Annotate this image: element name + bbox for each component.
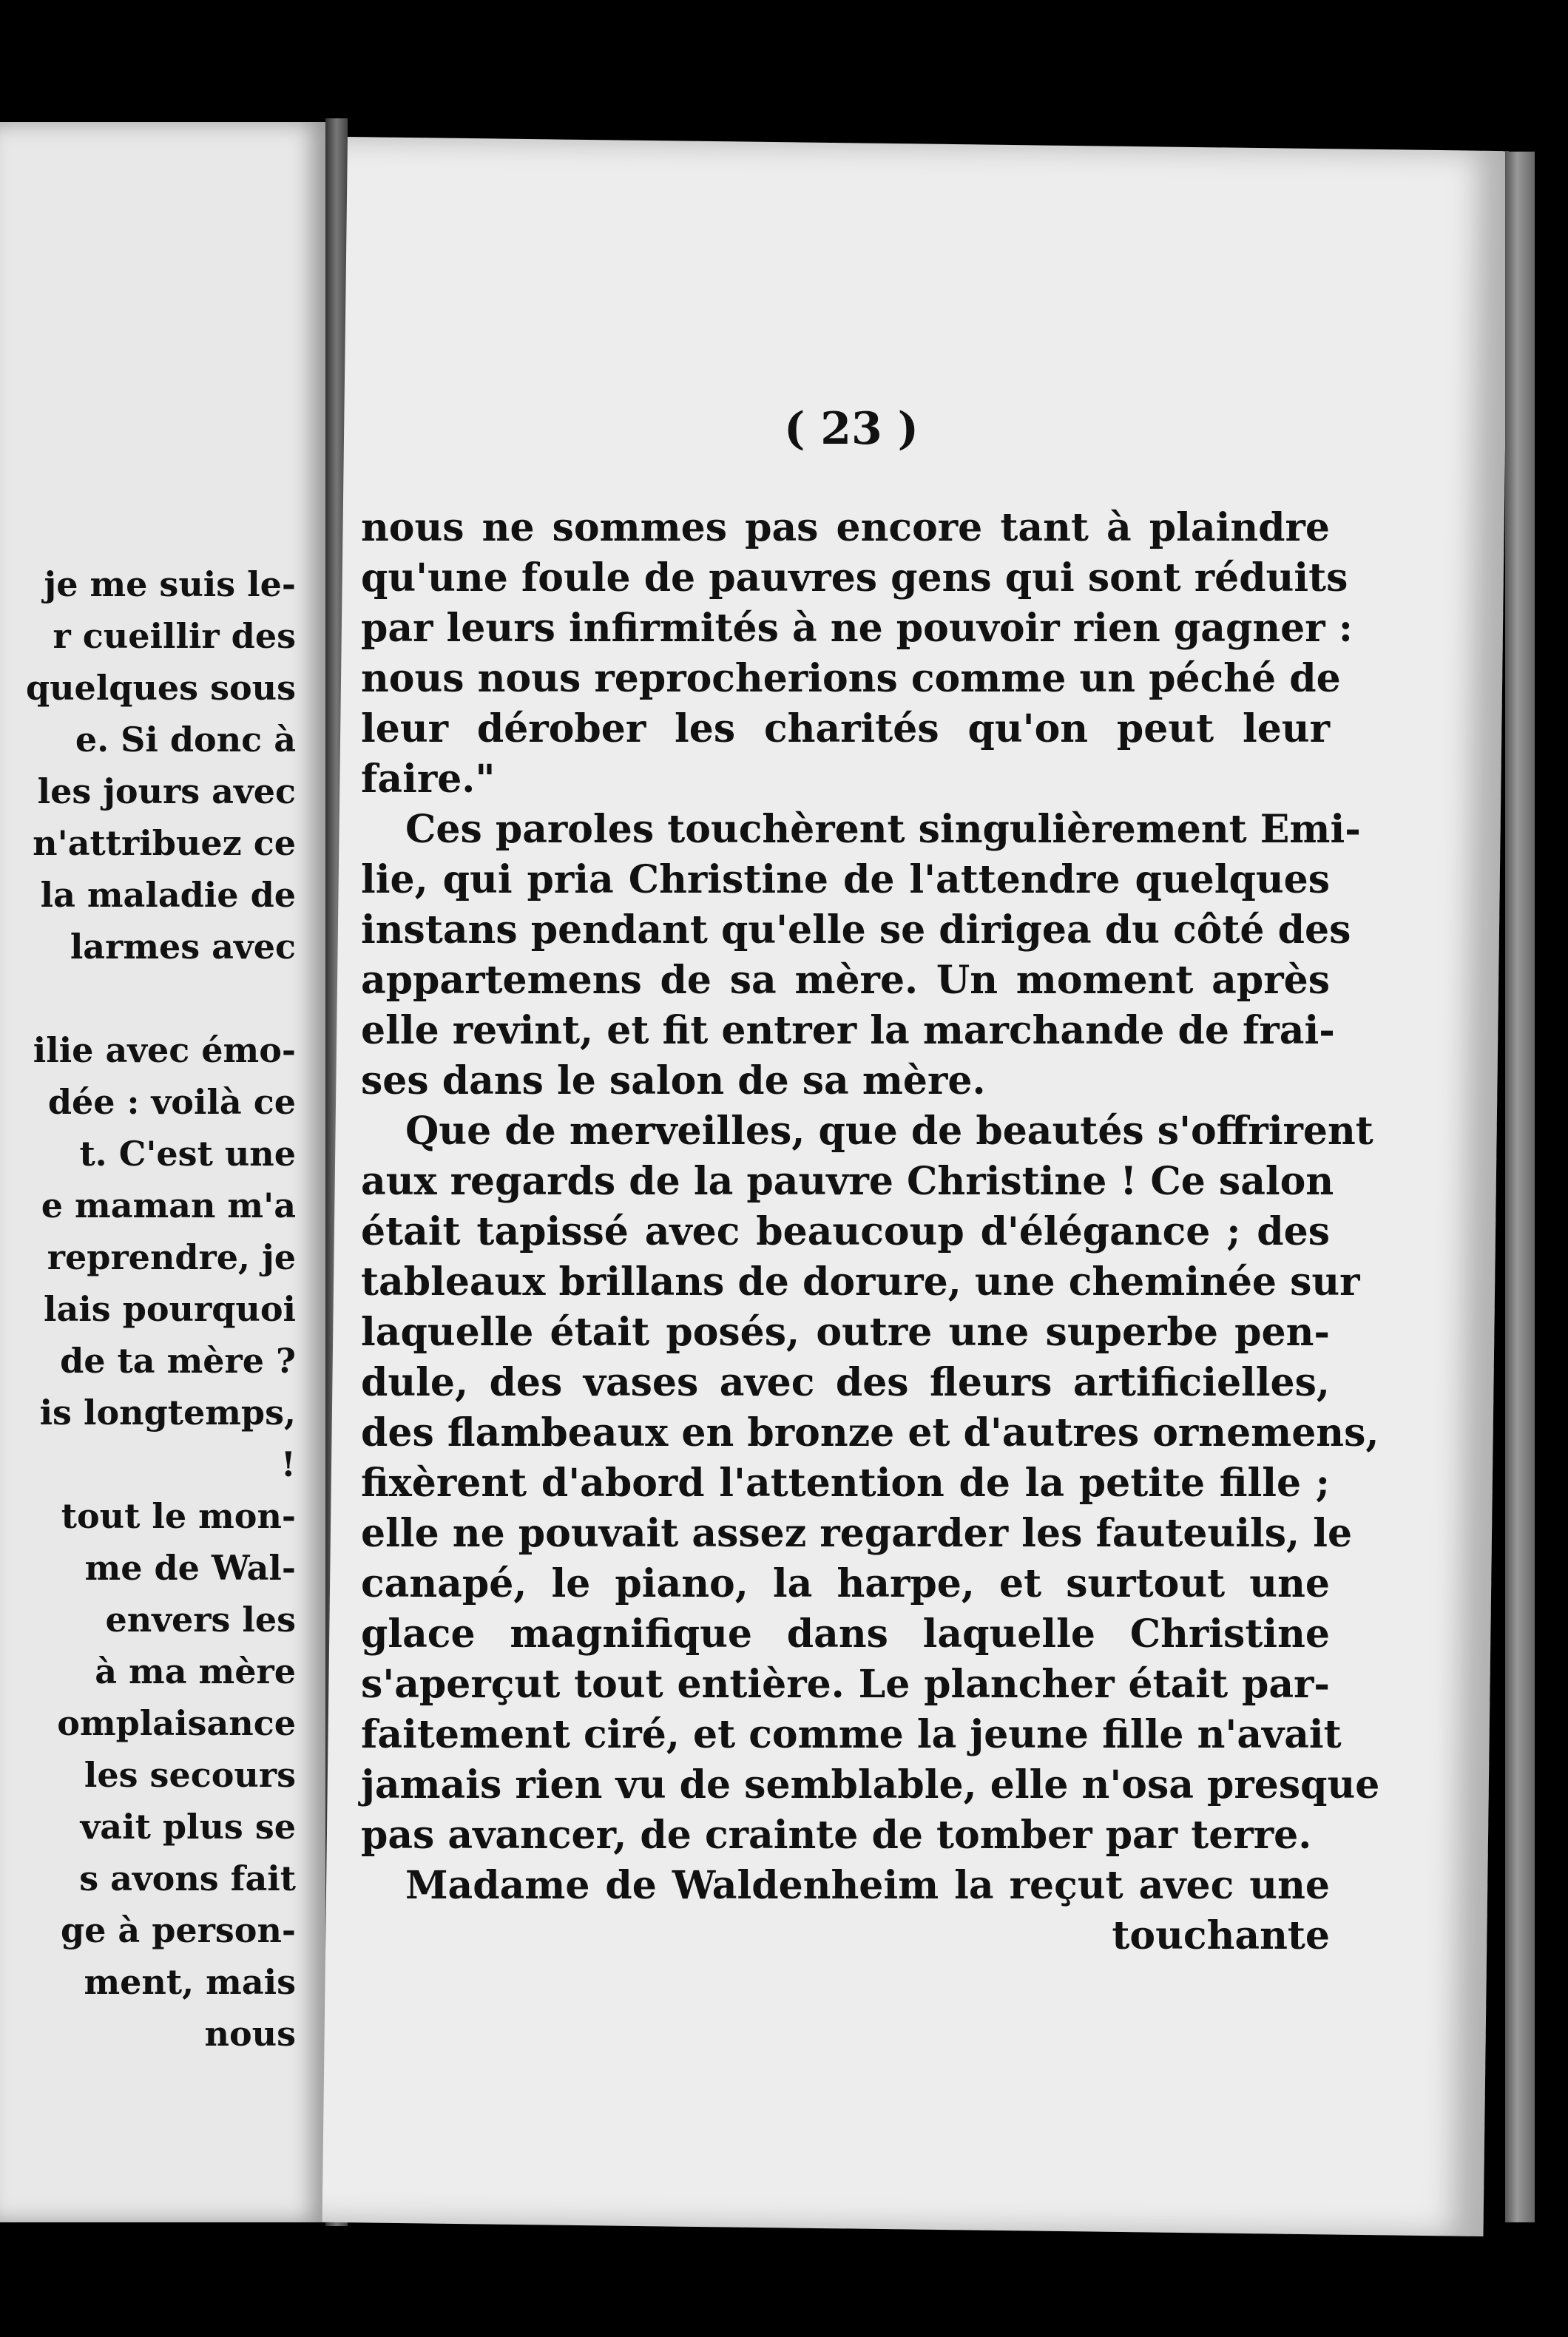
text-line: Ces paroles touchèrent singulièrement Emi- bbox=[405, 807, 1361, 852]
text-line: ses dans le salon de sa mère. bbox=[361, 1058, 986, 1103]
text-line: glace magnifique dans laquelle Christine bbox=[361, 1611, 1330, 1657]
left-text-line: dée : voilà ce bbox=[47, 1082, 296, 1122]
left-text-line: lais pourquoi bbox=[44, 1289, 296, 1329]
left-text-line: ilie avec émo- bbox=[33, 1030, 296, 1070]
text-line: jamais rien vu de semblable, elle n'osa presque bbox=[361, 1762, 1380, 1807]
left-text-line: de ta mère ? bbox=[60, 1341, 296, 1381]
left-page-text bbox=[0, 558, 296, 2060]
left-text-line: ment, mais bbox=[84, 1962, 296, 2002]
left-text-line: tout le mon- bbox=[61, 1496, 296, 1536]
text-line: lie, qui pria Christine de l'attendre quelques bbox=[361, 857, 1330, 902]
text-line: aux regards de la pauvre Christine ! Ce salon bbox=[361, 1159, 1334, 1204]
left-text-line: nous bbox=[204, 2014, 296, 2054]
left-text-line: la maladie de bbox=[40, 875, 296, 915]
left-text-line: n'attribuez ce bbox=[33, 823, 296, 863]
left-text-line: je me suis le- bbox=[44, 564, 296, 604]
left-text-line: vait plus se bbox=[80, 1807, 296, 1847]
left-text-line: me de Wal- bbox=[84, 1548, 296, 1588]
left-text-line: les secours bbox=[84, 1755, 296, 1795]
left-text-line: larmes avec bbox=[70, 927, 296, 967]
text-line: nous nous reprocherions comme un péché de bbox=[361, 656, 1341, 701]
text-line: s'aperçut tout entière. Le plancher était par- bbox=[361, 1662, 1330, 1707]
left-text-line: omplaisance bbox=[57, 1703, 296, 1743]
text-line: faitement ciré, et comme la jeune fille n'avait bbox=[361, 1712, 1342, 1757]
text-line: appartemens de sa mère. Un moment après bbox=[361, 958, 1330, 1003]
text-line: dule, des vases avec des fleurs artificielles, bbox=[361, 1360, 1330, 1405]
left-text-line: s avons fait bbox=[79, 1859, 296, 1898]
right-page-text bbox=[361, 503, 1380, 1961]
left-text-line: is longtemps, bbox=[39, 1393, 296, 1433]
left-text-line: envers les bbox=[105, 1600, 296, 1640]
text-line: laquelle était posés, outre une superbe pen- bbox=[361, 1310, 1330, 1355]
left-text-line: ge à person- bbox=[60, 1910, 296, 1950]
page-number: ( 23 ) bbox=[784, 403, 919, 455]
text-line: qu'une foule de pauvres gens qui sont réduits bbox=[361, 555, 1348, 601]
left-page bbox=[0, 122, 325, 2222]
left-text-line: reprendre, je bbox=[47, 1237, 296, 1277]
left-text-line: ! bbox=[280, 1444, 296, 1484]
text-line: Madame de Waldenheim la reçut avec une bbox=[405, 1863, 1330, 1908]
text-line: des flambeaux en bronze et d'autres ornemens, bbox=[361, 1410, 1379, 1455]
text-line: tableaux brillans de dorure, une cheminée sur bbox=[361, 1259, 1360, 1305]
left-text-line: t. C'est une bbox=[79, 1134, 296, 1174]
left-text-line: e maman m'a bbox=[41, 1186, 296, 1225]
text-line: touchante bbox=[1112, 1913, 1330, 1958]
text-line: elle revint, et fit entrer la marchande de frai- bbox=[361, 1008, 1335, 1053]
text-line: instans pendant qu'elle se dirigea du côté des bbox=[361, 907, 1351, 953]
left-text-line bbox=[0, 973, 296, 1024]
left-text-line: r cueillir des bbox=[53, 616, 296, 656]
text-line: nous ne sommes pas encore tant à plaindre bbox=[361, 505, 1330, 550]
text-line: leur dérober les charités qu'on peut leur bbox=[361, 706, 1330, 751]
left-text-line: les jours avec bbox=[37, 771, 296, 811]
text-line: était tapissé avec beaucoup d'élégance ; des bbox=[361, 1209, 1330, 1254]
text-line: faire." bbox=[361, 757, 496, 802]
left-text-line: e. Si donc à bbox=[75, 720, 296, 760]
left-text-line: quelques sous bbox=[25, 668, 296, 708]
text-line: Que de merveilles, que de beautés s'offrirent bbox=[405, 1109, 1373, 1154]
text-line: elle ne pouvait assez regarder les fauteuils, le bbox=[361, 1511, 1353, 1556]
text-line: fixèrent d'abord l'attention de la petite fille ; bbox=[361, 1461, 1330, 1506]
text-line: pas avancer, de crainte de tomber par terre. bbox=[361, 1813, 1312, 1858]
text-line: canapé, le piano, la harpe, et surtout une bbox=[361, 1561, 1330, 1606]
page-edge bbox=[1505, 152, 1535, 2222]
left-text-line: à ma mère bbox=[95, 1651, 296, 1691]
text-line: par leurs infirmités à ne pouvoir rien gagner : bbox=[361, 606, 1353, 651]
